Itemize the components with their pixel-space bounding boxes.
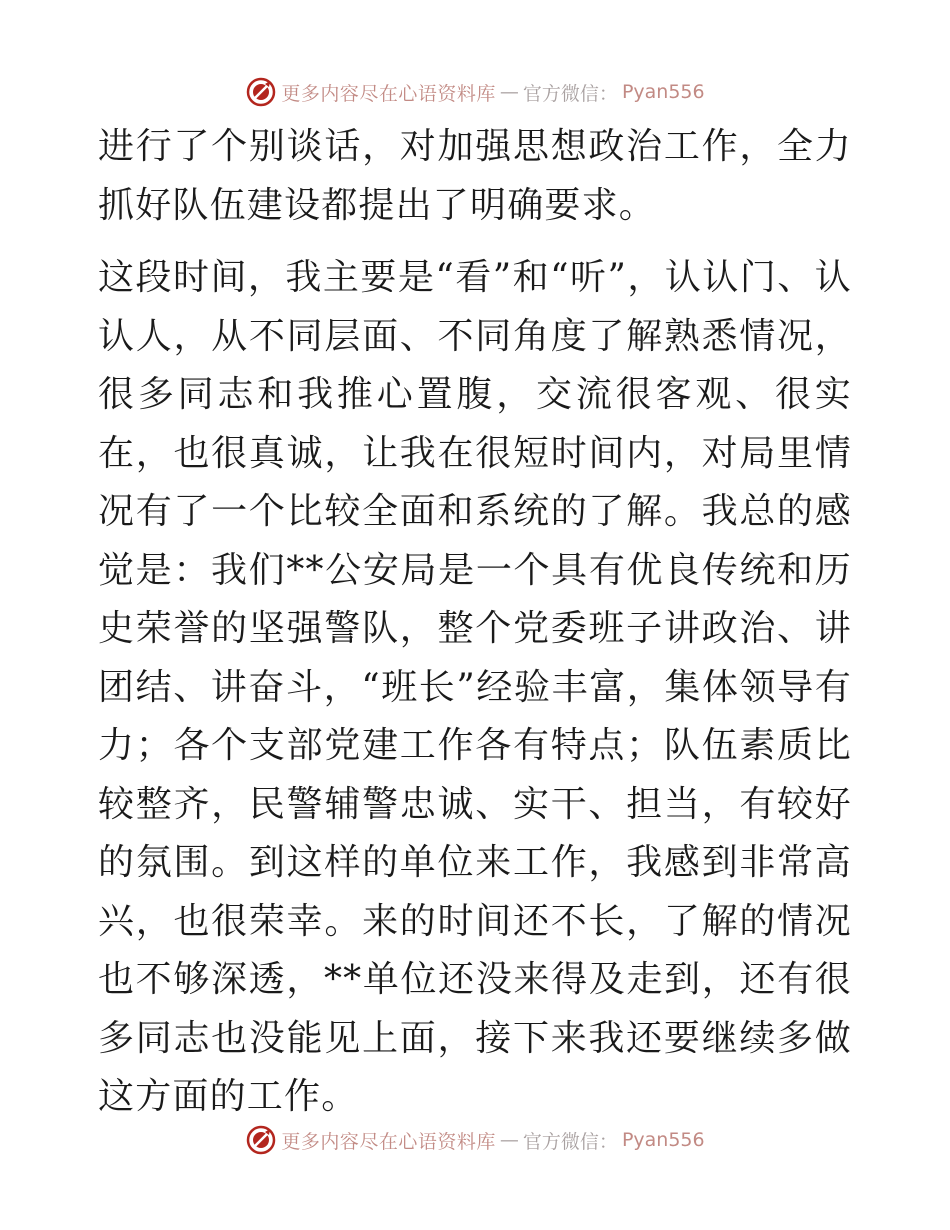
watermark-wechat-label: 官方微信： [522,1130,618,1153]
watermark-separator: — [499,1129,519,1151]
watermark-separator: — [499,81,519,103]
watermark-wechat-id: Pyan556 [621,1129,705,1151]
watermark-wechat-label: 官方微信： [522,82,618,105]
red-seal-logo-icon [245,1124,277,1156]
header-watermark [0,72,950,112]
watermark-main-text: 更多内容尽在心语资料库 [281,1130,496,1153]
document-body [98,118,852,1127]
watermark-main-text: 更多内容尽在心语资料库 [281,82,496,105]
paragraph: 进行了个别谈话，对加强思想政治工作，全力抓好队伍建设都提出了明确要求。 [98,126,852,226]
paragraph: 这段时间，我主要是“看”和“听”，认认门、认认人，从不同层面、不同角度了解熟悉情况，很多同志和我推心置腹，交流很客观、很实在，也很真诚，让我在很短时间内，对局里情况有了一个比较全面和系统的了解。我总的感觉是：我们**公安局是一个具有优良传统和历史荣誉的坚强警队，整个党委班子讲政治、讲团结、讲奋斗，“班长”经验丰富，集体领导有力；各个支部党建工作各有特点；队伍素质比较整齐，民警辅警忠诚、实干、担当，有较好的氛围。到这样的单位来工作，我感到非常高兴，也很荣幸。来的时间还不长，了解的情况也不够深透，**单位还没来得及走到，还有很多同志也没能见上面，接下来我还要继续多做这方面的工作。 [98,257,852,1117]
watermark-wechat-id: Pyan556 [621,81,705,103]
red-seal-logo-icon [245,76,277,108]
footer-watermark [0,1120,950,1160]
